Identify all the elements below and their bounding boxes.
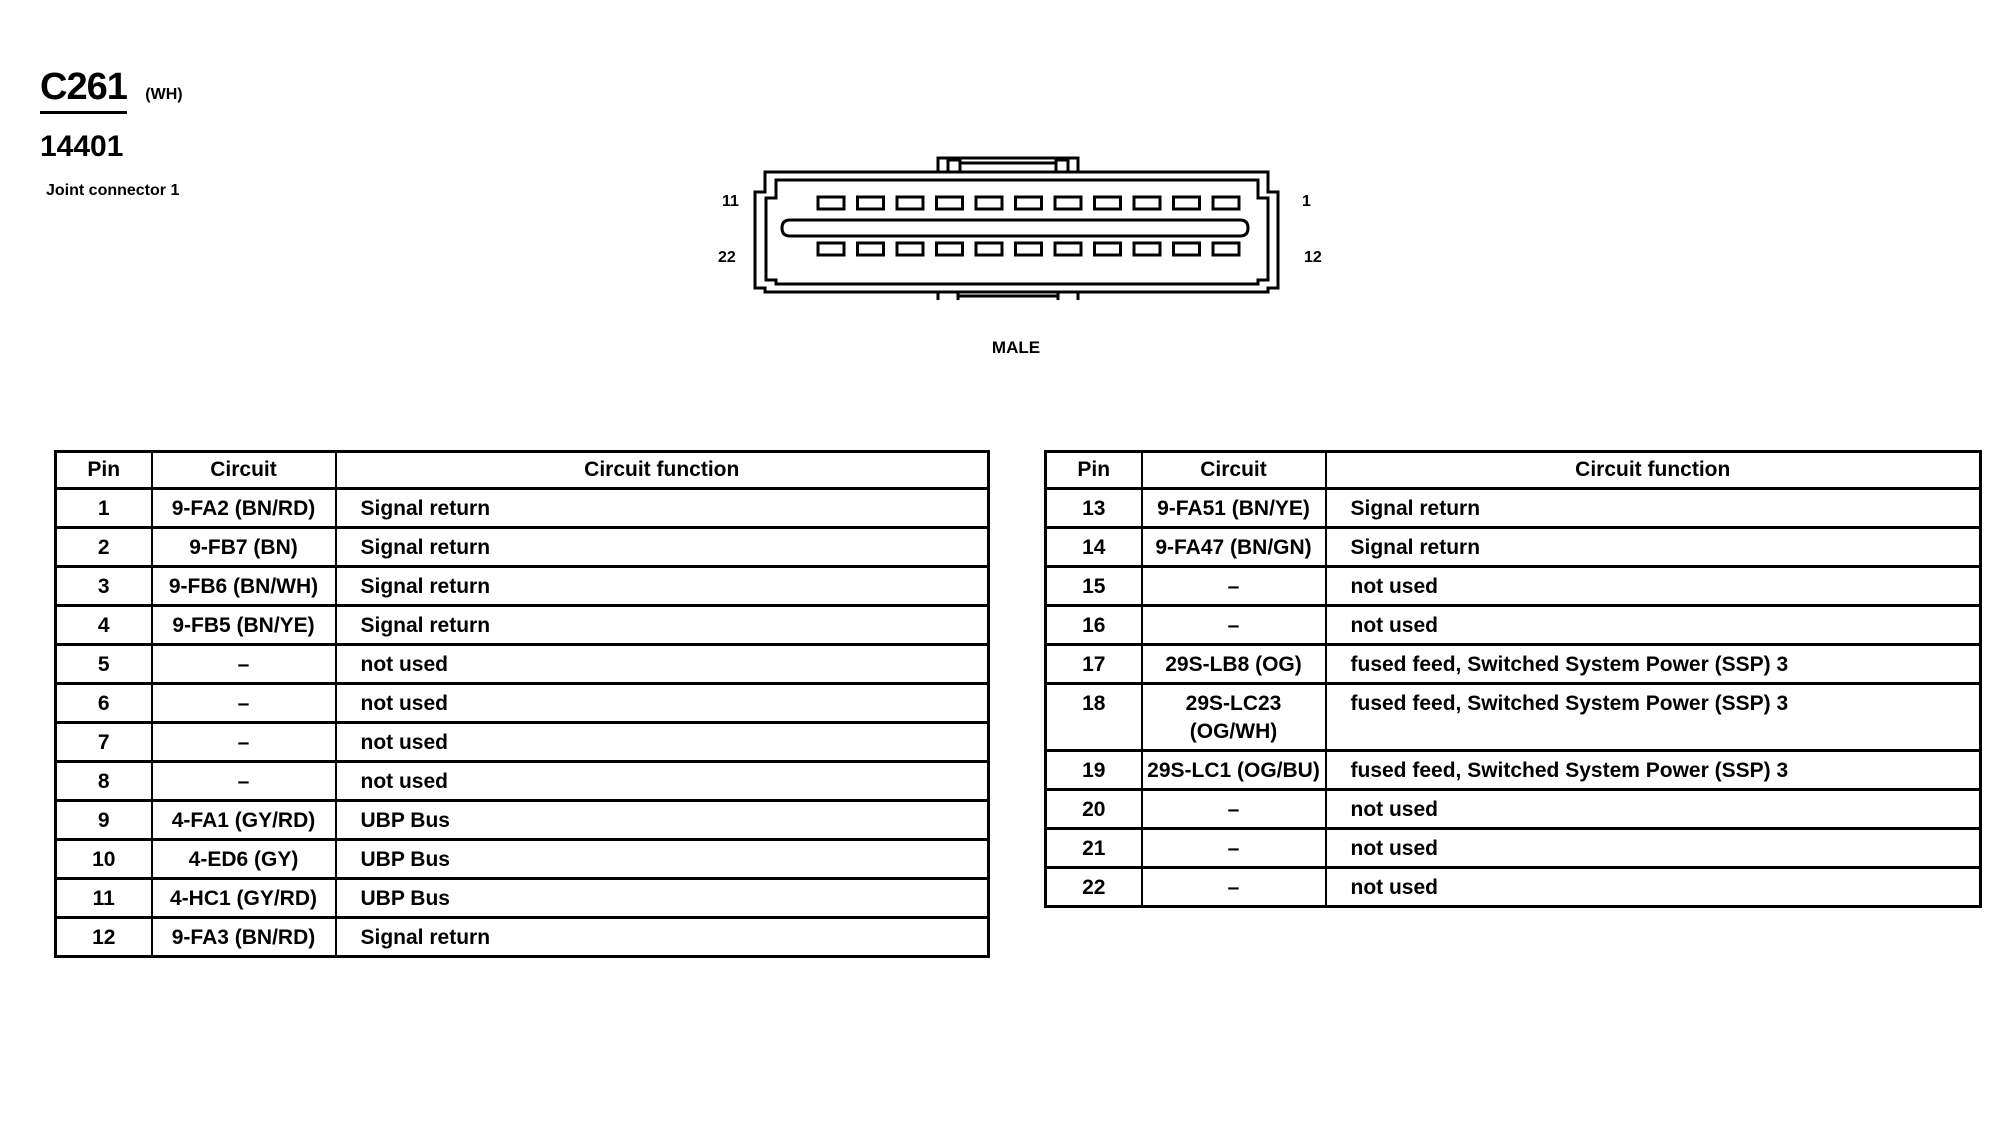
function-cell: Signal return [1326,489,1981,528]
function-cell: UBP Bus [336,879,989,918]
function-cell: Signal return [336,918,989,957]
pin-cell: 7 [56,723,152,762]
function-cell: not used [1326,606,1981,645]
pin-cavity [1095,243,1121,255]
function-cell: Signal return [1326,528,1981,567]
pin-cell: 5 [56,645,152,684]
pin-cavity [1174,197,1200,209]
circuit-cell: 9-FA2 (BN/RD) [152,489,336,528]
header-circuit: Circuit [152,452,336,489]
pin-cavity [1055,243,1081,255]
pin-cell: 21 [1046,829,1142,868]
pin-cavity [1016,197,1042,209]
pin-label-bottom-left: 22 [718,249,736,266]
circuit-cell: 9-FA47 (BN/GN) [1142,528,1326,567]
table-row [1046,645,1981,684]
circuit-cell: 9-FA51 (BN/YE) [1142,489,1326,528]
header-pin: Pin [56,452,152,489]
function-cell: not used [336,645,989,684]
function-cell: not used [336,762,989,801]
circuit-cell: 29S-LC1 (OG/BU) [1142,751,1326,790]
table-row [56,762,989,801]
table-row [1046,829,1981,868]
function-cell: fused feed, Switched System Power (SSP) 3 [1326,751,1981,790]
pin-label-top-right: 1 [1302,193,1311,210]
pin-cell: 14 [1046,528,1142,567]
table-row [56,567,989,606]
pin-cavity [937,243,963,255]
pin-cell: 20 [1046,790,1142,829]
pin-cell: 10 [56,840,152,879]
circuit-cell: 4-HC1 (GY/RD) [152,879,336,918]
table-row [1046,489,1981,528]
table-row [1046,751,1981,790]
circuit-cell: – [1142,829,1326,868]
connector-id: C261 [40,66,127,114]
function-cell: fused feed, Switched System Power (SSP) 3 [1326,684,1981,751]
pinout-table-right [1044,450,1982,908]
table-row [56,801,989,840]
pin-cavity [818,243,844,255]
function-cell: not used [336,723,989,762]
pin-cavity [897,197,923,209]
circuit-cell: – [152,684,336,723]
table-row [1046,684,1981,751]
pin-cell: 12 [56,918,152,957]
pin-cavity [1095,197,1121,209]
table-header-row [1046,452,1981,489]
pin-cell: 11 [56,879,152,918]
table-row [56,723,989,762]
table-row [56,606,989,645]
connector-title [40,66,183,114]
connector-housing [755,158,1278,300]
pin-cell: 18 [1046,684,1142,751]
function-cell: Signal return [336,528,989,567]
function-cell: UBP Bus [336,801,989,840]
table-row [56,918,989,957]
table-row [56,879,989,918]
table-row [56,684,989,723]
table-header-row [56,452,989,489]
pin-cell: 17 [1046,645,1142,684]
circuit-cell: 9-FB5 (BN/YE) [152,606,336,645]
circuit-cell: – [1142,868,1326,907]
pin-cavity [937,197,963,209]
pin-cavity [1055,197,1081,209]
pin-cavity [818,197,844,209]
function-cell: not used [1326,790,1981,829]
pin-cell: 19 [1046,751,1142,790]
header-function: Circuit function [1326,452,1981,489]
function-cell: fused feed, Switched System Power (SSP) 3 [1326,645,1981,684]
connector-description: Joint connector 1 [46,182,180,199]
pin-cell: 13 [1046,489,1142,528]
function-cell: not used [1326,567,1981,606]
header-function: Circuit function [336,452,989,489]
circuit-cell: – [152,762,336,801]
header-pin: Pin [1046,452,1142,489]
cavity-row-bottom [818,243,1239,255]
pin-label-top-left: 11 [722,193,739,210]
circuit-cell: – [152,645,336,684]
circuit-cell: – [1142,790,1326,829]
pin-cell: 1 [56,489,152,528]
pin-cell: 16 [1046,606,1142,645]
pin-cavity [1213,243,1239,255]
table-row [56,528,989,567]
table-row [1046,790,1981,829]
table-row [56,489,989,528]
pin-cavity [1016,243,1042,255]
circuit-cell: 9-FA3 (BN/RD) [152,918,336,957]
connector-face-diagram [700,150,1330,300]
circuit-cell: 9-FB7 (BN) [152,528,336,567]
function-cell: Signal return [336,567,989,606]
table-row [1046,567,1981,606]
part-number: 14401 [40,130,124,163]
pin-cell: 2 [56,528,152,567]
pin-cavity [976,197,1002,209]
pin-cell: 22 [1046,868,1142,907]
connector-gender: MALE [991,338,1041,357]
function-cell: Signal return [336,606,989,645]
pin-cavity [1134,197,1160,209]
pin-cell: 4 [56,606,152,645]
pin-cell: 8 [56,762,152,801]
pin-cell: 15 [1046,567,1142,606]
header-circuit: Circuit [1142,452,1326,489]
circuit-cell: – [152,723,336,762]
table-row [1046,868,1981,907]
table-row [56,645,989,684]
pinout-table-left [54,450,990,958]
pin-cavity [1213,197,1239,209]
table-row [56,840,989,879]
circuit-cell: 29S-LB8 (OG) [1142,645,1326,684]
circuit-cell: 9-FB6 (BN/WH) [152,567,336,606]
pin-cavity [897,243,923,255]
circuit-cell: – [1142,567,1326,606]
pin-cavity [1134,243,1160,255]
pin-cell: 3 [56,567,152,606]
pin-cell: 9 [56,801,152,840]
pin-cavity [858,243,884,255]
pin-cavity [976,243,1002,255]
function-cell: not used [1326,829,1981,868]
function-cell: not used [336,684,989,723]
function-cell: Signal return [336,489,989,528]
circuit-cell: 4-ED6 (GY) [152,840,336,879]
pin-cell: 6 [56,684,152,723]
circuit-cell: 4-FA1 (GY/RD) [152,801,336,840]
table-row [1046,606,1981,645]
pin-cavity [858,197,884,209]
circuit-cell: – [1142,606,1326,645]
cavity-row-top [818,197,1239,209]
pin-label-bottom-right: 12 [1304,249,1322,266]
table-row [1046,528,1981,567]
pin-cavity [1174,243,1200,255]
connector-color: (WH) [145,85,183,103]
function-cell: UBP Bus [336,840,989,879]
circuit-cell: 29S-LC23 (OG/WH) [1142,684,1326,751]
function-cell: not used [1326,868,1981,907]
